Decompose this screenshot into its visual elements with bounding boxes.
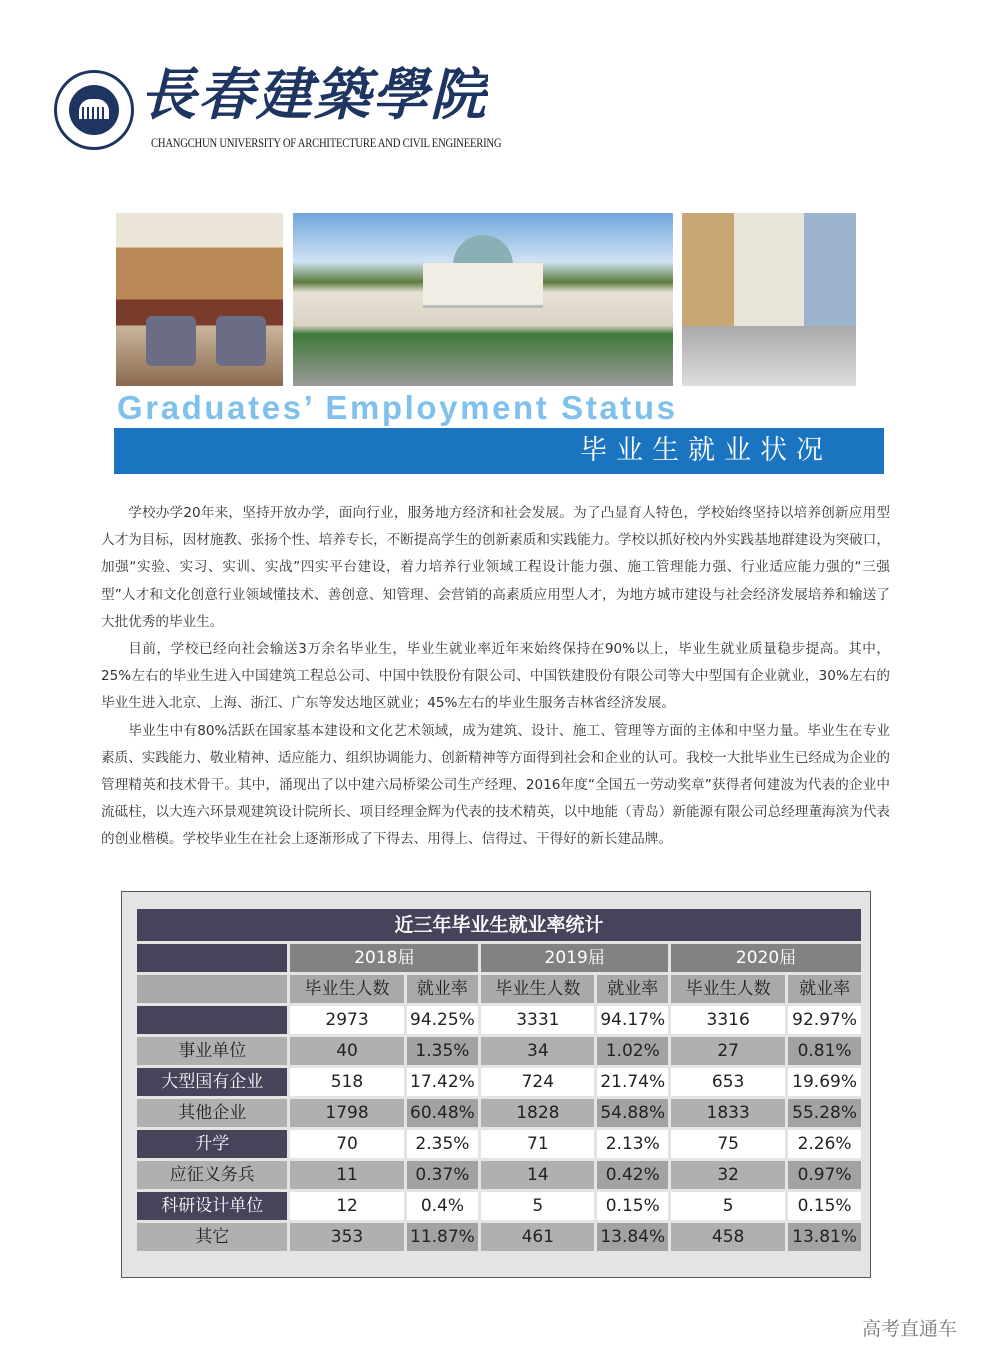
row-label: 事业单位 [137,1037,287,1065]
cell: 353 [290,1223,403,1251]
cell: 0.15% [597,1192,668,1220]
cell: 1833 [671,1099,785,1127]
cell: 2973 [290,1006,403,1034]
cell: 11.87% [407,1223,479,1251]
table-row [137,1037,861,1065]
cell: 17.42% [407,1068,479,1096]
cell: 60.48% [407,1099,479,1127]
cell: 653 [671,1068,785,1096]
section-title-bar [114,428,884,474]
column-header: 毕业生人数 [481,975,594,1003]
column-header: 毕业生人数 [290,975,403,1003]
total-row [137,1006,861,1034]
table-row [137,1130,861,1158]
year-header: 2019届 [481,944,668,972]
cell: 34 [481,1037,594,1065]
cell: 70 [290,1130,403,1158]
body-text [101,500,890,854]
cell: 458 [671,1223,785,1251]
row-label: 科研设计单位 [137,1192,287,1220]
section-title-english: Graduates’ Employment Status [117,389,678,426]
logo-chinese-name: 長春建築學院 [140,62,488,128]
employment-stats-table-frame [121,891,871,1278]
cell: 71 [481,1130,594,1158]
cell: 0.97% [788,1161,861,1189]
column-header: 就业率 [597,975,668,1003]
row-label: 其他企业 [137,1099,287,1127]
cell: 3331 [481,1006,594,1034]
cell: 12 [290,1192,403,1220]
campus-photo [293,213,673,386]
table-corner [137,944,287,972]
cell: 40 [290,1037,403,1065]
watermark: 高考直通车 [862,1318,958,1340]
cell: 21.74% [597,1068,668,1096]
cell: 2.13% [597,1130,668,1158]
table-title: 近三年毕业生就业率统计 [137,909,861,941]
cell: 461 [481,1223,594,1251]
table-corner [137,975,287,1003]
cell: 5 [671,1192,785,1220]
paragraph: 毕业生中有80%活跃在国家基本建设和文化艺术领域，成为建筑、设计、施工、管理等方面的主体和中坚力量。毕业生在专业素质、实践能力、敬业精神、适应能力、组织协调能力、创新精神等方面得到社会和企业的认可。我校一大批毕业生已经成为企业的管理精英和技术骨干。其中，涌现出了以中建六局桥梁公司生产经理、2016年度“全国五一劳动奖章”获得者何建波为代表的企业中流砥柱，以大连六环景观建筑设计院所长、项目经理金辉为代表的技术精英，以中地能（青岛）新能源有限公司总经理董海滨为代表的创业楷模。学校毕业生在社会上逐渐形成了下得去、用得上、信得过、干得好的新长建品牌。 [101,722,890,848]
cell: 75 [671,1130,785,1158]
row-label: 升学 [137,1130,287,1158]
cell: 5 [481,1192,594,1220]
cell: 94.17% [597,1006,668,1034]
column-header: 毕业生人数 [671,975,785,1003]
cell: 1.35% [407,1037,479,1065]
library-photo [116,213,283,386]
corridor-photo [682,213,856,386]
column-header: 就业率 [407,975,479,1003]
cell: 13.84% [597,1223,668,1251]
cell: 0.15% [788,1192,861,1220]
cell: 0.42% [597,1161,668,1189]
logo-english-name: CHANGCHUN UNIVERSITY OF ARCHITECTURE AND CIVIL ENGINEERING [151,135,502,150]
university-seal-logo [54,70,134,150]
row-label: 大型国有企业 [137,1068,287,1096]
cell: 1.02% [597,1037,668,1065]
table-row [137,1161,861,1189]
row-label [137,1006,287,1034]
cell: 14 [481,1161,594,1189]
cell: 32 [671,1161,785,1189]
year-header: 2020届 [671,944,861,972]
table-row [137,1223,861,1251]
cell: 13.81% [788,1223,861,1251]
cell: 0.37% [407,1161,479,1189]
cell: 3316 [671,1006,785,1034]
section-title-chinese: 毕业生就业状况 [580,435,832,466]
cell: 2.26% [788,1130,861,1158]
cell: 518 [290,1068,403,1096]
year-header: 2018届 [290,944,478,972]
cell: 2.35% [407,1130,479,1158]
row-label: 其它 [137,1223,287,1251]
cell: 1828 [481,1099,594,1127]
cell: 92.97% [788,1006,861,1034]
cell: 94.25% [407,1006,479,1034]
cell: 1798 [290,1099,403,1127]
cell: 19.69% [788,1068,861,1096]
cell: 27 [671,1037,785,1065]
table-row [137,1068,861,1096]
paragraph: 目前，学校已经向社会输送3万余名毕业生，毕业生就业率近年来始终保持在90%以上，毕业生就业质量稳步提高。其中，25%左右的毕业生进入中国建筑工程总公司、中国中铁股份有限公司、中国铁建股份有限公司等大中型国有企业就业，30%左右的毕业生进入北京、上海、浙江、广东等发达地区就业；45%左右的毕业生服务吉林省经济发展。 [101,641,890,712]
cell: 724 [481,1068,594,1096]
table-row [137,1192,861,1220]
cell: 55.28% [788,1099,861,1127]
row-label: 应征义务兵 [137,1161,287,1189]
employment-stats-table [134,906,864,1254]
cell: 0.4% [407,1192,479,1220]
column-header: 就业率 [788,975,861,1003]
paragraph: 学校办学20年来，坚持开放办学，面向行业，服务地方经济和社会发展。为了凸显育人特色，学校始终坚持以培养创新应用型人才为目标，因材施教、张扬个性、培养专长，不断提高学生的创新素质和实践能力。学校以抓好校内外实践基地群建设为突破口，加强“实验、实习、实训、实战”四实平台建设，着力培养行业领域工程设计能力强、施工管理能力强、行业适应能力强的“三强型”人才和文化创意行业领域懂技术、善创意、知管理、会营销的高素质应用型人才，为地方城市建设与社会经济发展培养和输送了大批优秀的毕业生。 [101,505,890,630]
table-row [137,1099,861,1127]
cell: 0.81% [788,1037,861,1065]
cell: 54.88% [597,1099,668,1127]
cell: 11 [290,1161,403,1189]
